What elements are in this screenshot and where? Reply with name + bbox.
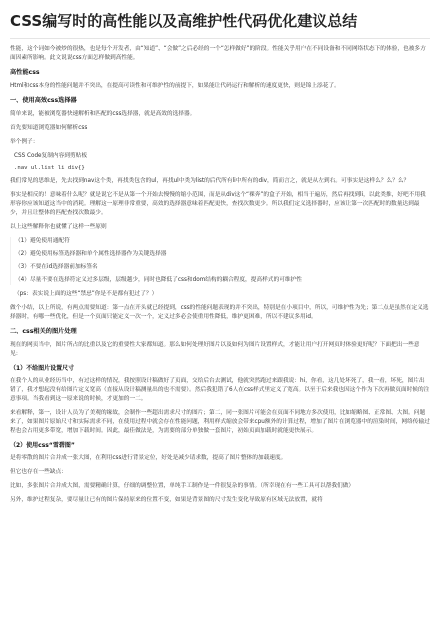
image-paragraph-1: 现在的网页当中，图片所占的比重以及它的重要性大家都知道。那么如何处理好图片以及如何为图片设置样式，才能让用户打开网页时体验更好呢？下面把出一些意见： [10,342,420,357]
article-title: CSS编写时的高性能以及高维护性代码优化建议总结 [10,12,358,30]
perf-paragraph: Html和css本身的性能问题并不突出，在提高可读性和可维护性的前提下，如果能让代码运行和解析的速度更快，则是锦上添花了。 [10,83,340,89]
selector-paragraph-3: 我们常见的思维是，先去找到nav这个类，再找类包含的ul，再找ul中类为list的后代所有li中所有的div，简而言之，就是从左到右。可事实是这样么？么？么？ [10,178,410,184]
image-paragraph-2: 在我个人的从业经历当中，有过这样的情况，我按照设计稿做好了页面，交给后台去测试，他就突然跑过来跟我说：hi，你看，这几处坏死了，我一看，坏死，图片出错了，我才想起没有给图片定义宽高（直接从设计稿测量出的也不需要）。然后我犯错了6人在css样式里定义了宽高。以至于后来我也因这个作为下次再做页面时候的注意事项。当我看到这一原来说的时候，才更加的一二。 [10,378,430,402]
selector-paragraph-6: 做个小结，以上所说，有两点需要知道：第一点在开头就已经提到，css的性能问题表现的并不突出，特别是在小项目中，所以，可维护性为先；第二点是虽然在定义选择器时，有哪一些优化，但是一个页面只能定义一次一个，定义过多必会使重用性降低，维护更困难，所以不建议多用id。 [10,305,429,320]
selector-paragraph-2: 首先要知道浏览器如何解析css [10,125,88,131]
example-paragraph: 举个例子： [10,139,39,145]
selector-paragraph-4: 事实是相反的！意味着什么呢？就是说它不是从第一个开始去慢慢的缩小范围，而是从div这个“裸奔”的盒子开始，相当于遍历，然后再找到li，以此类推，好吧不用我形容你应该知道这当中的消耗。理解这一原理非常重要，高效的选择器意味着匹配更快，查找次数更少。所以我们定义选择器时，应该让第一次匹配时的数量达到最少，并且让整体的匹配查找次数最少。 [10,192,426,216]
image-paragraph-7: 另外，维护过程复杂，要尽量让已有的图片保持原来的位置不变，如果是背景图的尺寸发生变化导致原有区域无法放置，就将 [10,497,323,503]
note-paragraph: （ps：表实说上面的这些“禁忌”你是不是都有犯过了？） [14,291,158,297]
rule-item: （3）不要在id选择器前加标签名 [15,264,98,270]
selector-paragraph-5: 以上这些解释你也就懂了这样一些原则 [10,224,107,230]
image-paragraph-6: 比如，多张图片合并成大图，需要精确计算，仔细的调整位置，单纯手工制作是一件很复杂的事情。（所幸现在有一些工具可以帮我们做） [10,483,355,489]
image-paragraph-5: 但它也存在一些缺点： [10,469,67,475]
subheading-no-size: （1）不给图片设置尺寸 [10,365,75,372]
section-heading-image: 二、css相关的图片处理 [10,328,77,335]
code-copy-label[interactable]: CSS Code复制内容到剪贴板 [14,153,88,159]
subheading-sprite: （2）使用css“雪碧图” [10,442,75,449]
section-heading-selector: 一、使用高效css选择器 [10,97,77,104]
rule-item: （1）避免使用通配符 [15,238,70,244]
selector-paragraph-1: 简单来说，能被浏览器快速解析和匹配的css选择器，就是高效的选择器。 [10,111,196,117]
rule-item: （2）避免使用标签选择器和单个属性选择器作为关键选择器 [15,251,167,257]
image-paragraph-4: 是将零散的图片合并成一张大图，在利用css进行背景定位，好处是减少请求数，提高了图片整体的加载速度。 [10,455,287,461]
title-divider [10,38,430,39]
code-line: .nav ul.list li div{} [14,165,85,171]
intro-paragraph: 性能，这个词如今被炒的很热，也是每个开发者，由“知道”、“会做”之后必经的一个“怎样做好”的阶段。性能关乎用户在不同设备和不同网络状态下的体验，也被多方面因素所影响。此文说说css方面怎样做到高性能。 [10,46,426,61]
rules-list [10,237,430,285]
section-heading-perf: 高性能css [10,69,40,76]
rule-item: （4）尽量不要在选择符定义过多层级，层级越少，同时也降低了css和dom结构的耦合程度，提高样式的可维护性 [15,277,302,283]
image-paragraph-3: 来看解释，第一，设计人员为了美观的缘故，会制作一些超出需求尺寸的图片；第二，同一张图片可能会在页面不同地方多次使用，比如缩略图、正常图、大图。问题来了，如果图片原始尺寸和实际需求不同，在使用过程中就会存在性能问题，利用样式缩放会带来cpu额外的计算过程，增加了图片在浏览器中的渲染时间，网络传输过程也会占用更多带宽，增加下载时间。因此，最佳做法是，为需要的部分单独做一套图片，初始页面加载时就能更快展示。 [10,410,430,434]
